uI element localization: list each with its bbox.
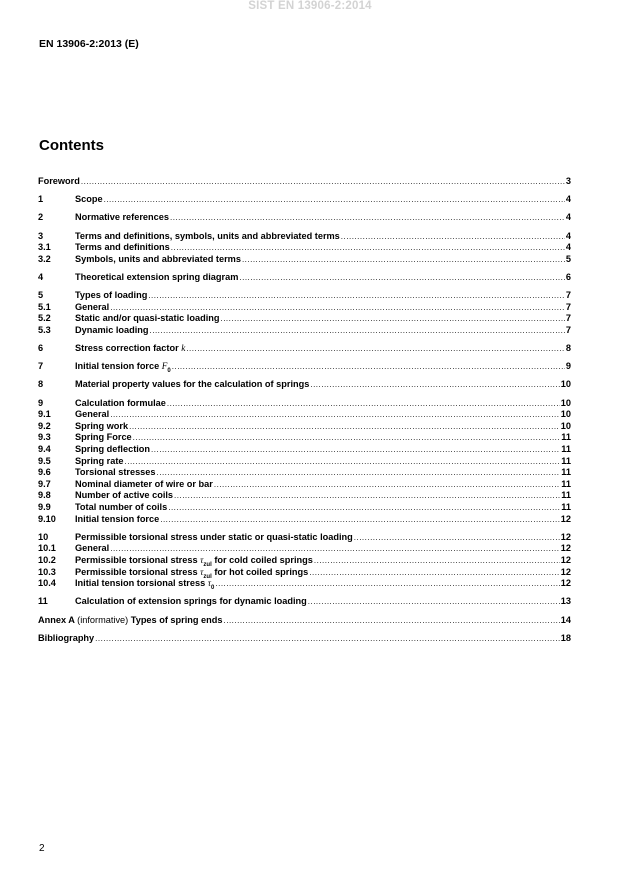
toc-entry-page: 10	[560, 379, 571, 390]
toc-entry-title-text: Torsional stresses	[75, 467, 156, 478]
toc-entry-title	[75, 231, 340, 243]
toc-entry[interactable]	[38, 555, 571, 567]
toc-entry-title	[75, 242, 170, 254]
toc-dot-leader	[125, 456, 561, 468]
toc-entry-title-text: Foreword	[38, 176, 80, 186]
toc-entry-title-text: Annex A	[38, 614, 75, 625]
toc-entry[interactable]	[38, 578, 571, 590]
toc-entry-symbol: k	[181, 343, 186, 354]
toc-entry-title-text: Terms and definitions, symbols, units and abbreviated terms	[75, 230, 340, 241]
toc-entry-number: 10.4	[38, 578, 56, 589]
toc-entry-page: 13	[560, 596, 571, 607]
toc-entry-title	[75, 325, 149, 337]
toc-entry-title	[75, 361, 171, 377]
toc-entry-page: 8	[565, 343, 571, 354]
toc-dot-leader	[239, 272, 565, 284]
toc-entry[interactable]	[38, 242, 571, 254]
toc-entry[interactable]	[38, 456, 571, 468]
toc-entry-title-text: Scope	[75, 194, 103, 205]
toc-entry-page: 7	[565, 324, 571, 335]
toc-entry[interactable]	[38, 421, 571, 433]
toc-entry-symbol-subscript: zul	[203, 561, 212, 568]
toc-entry-title	[75, 444, 150, 456]
toc-entry-title	[75, 343, 185, 355]
toc-dot-leader	[150, 325, 565, 337]
toc-dot-leader	[167, 398, 560, 410]
toc-entry-number: 10.2	[38, 554, 56, 565]
toc-entry-page: 4	[565, 194, 571, 205]
toc-dot-leader	[168, 502, 560, 514]
toc-entry-page: 10	[560, 409, 571, 420]
toc-entry-title	[38, 633, 94, 645]
toc-entry-title-text: Types of loading	[75, 290, 148, 301]
toc-entry-number: 5	[38, 290, 44, 301]
toc-dot-leader	[104, 194, 565, 206]
toc-entry-page: 7	[565, 313, 571, 324]
toc-dot-leader	[215, 578, 559, 590]
toc-entry-title	[75, 290, 147, 302]
toc-entry-number: 8	[38, 379, 44, 390]
toc-entry[interactable]	[38, 212, 571, 224]
toc-entry-number: 9.3	[38, 432, 51, 443]
toc-entry-page: 12	[560, 513, 571, 524]
toc-entry-number: 9.2	[38, 420, 51, 431]
toc-dot-leader	[310, 379, 559, 391]
toc-entry[interactable]	[38, 567, 571, 579]
toc-entry[interactable]	[38, 532, 571, 544]
toc-entry-number: 2	[38, 212, 44, 223]
toc-entry-title	[75, 272, 238, 284]
toc-entry-title-text: Spring deflection	[75, 444, 151, 455]
toc-entry-number: 4	[38, 271, 44, 282]
toc-entry-page: 4	[565, 242, 571, 253]
toc-entry-number: 10	[38, 531, 49, 542]
toc-dot-leader	[110, 302, 565, 314]
toc-entry-title-text: Symbols, units and abbreviated terms	[75, 253, 241, 264]
toc-entry[interactable]	[38, 596, 571, 608]
watermark: SIST EN 13906-2:2014	[248, 0, 372, 12]
toc-entry-title-text: Permissible torsional stress	[75, 566, 198, 577]
toc-dot-leader	[129, 421, 560, 433]
toc-entry-title-text: Number of active coils	[75, 490, 174, 501]
toc-entry[interactable]	[38, 361, 571, 373]
toc-entry[interactable]	[38, 514, 571, 526]
toc-entry-symbol: τ	[207, 578, 212, 589]
toc-entry-symbol: τ	[200, 566, 204, 577]
toc-entry-title-text: Spring work	[75, 420, 129, 431]
toc-entry-page: 11	[561, 490, 571, 501]
toc-entry[interactable]	[38, 254, 571, 266]
toc-entry[interactable]	[38, 432, 571, 444]
toc-entry-number: 10.3	[38, 566, 56, 577]
toc-entry-title	[75, 313, 219, 325]
toc-entry[interactable]	[38, 325, 571, 337]
toc-dot-leader	[224, 615, 560, 627]
toc-entry-number: 5.3	[38, 324, 51, 335]
toc-entry[interactable]	[38, 302, 571, 314]
toc-entry-title	[75, 543, 109, 555]
toc-entry-number: 9.9	[38, 502, 51, 512]
toc-entry-title-text: Bibliography	[38, 632, 95, 643]
toc-entry-symbol-subscript: 0	[211, 584, 215, 591]
toc-entry-page: 11	[561, 455, 571, 466]
toc-dot-leader	[95, 633, 560, 645]
toc-entry-symbol: F	[161, 361, 168, 372]
toc-entry-page: 12	[560, 531, 571, 542]
toc-entry[interactable]	[38, 343, 571, 355]
toc-entry-number: 10.1	[38, 543, 56, 554]
toc-entry-title-text: Spring Force	[75, 432, 132, 443]
toc-entry-symbol-subscript: 0	[167, 368, 171, 375]
toc-entry-title	[75, 398, 166, 410]
toc-entry-title-text: Stress correction factor	[75, 343, 179, 354]
toc-entry[interactable]	[38, 633, 571, 645]
toc-dot-leader	[220, 313, 564, 325]
toc-dot-leader	[172, 361, 565, 373]
toc-entry-title-text: Terms and definitions	[75, 242, 170, 253]
toc-entry-page: 11	[561, 467, 571, 478]
toc-entry[interactable]	[38, 290, 571, 302]
toc-dot-leader	[308, 596, 560, 608]
toc-entry-symbol-subscript: zul	[203, 573, 212, 580]
toc-entry[interactable]	[38, 313, 571, 325]
toc-dot-leader	[151, 444, 560, 456]
toc-dot-leader	[170, 212, 565, 224]
toc-entry-title	[75, 502, 167, 514]
toc-entry-title	[75, 532, 353, 544]
toc-entry-page: 12	[560, 554, 571, 565]
toc-entry-number: 3	[38, 230, 44, 241]
toc-dot-leader	[110, 543, 560, 555]
toc-entry-number: 5.1	[38, 301, 51, 312]
toc-entry-title-text: Material property values for the calculation of springs	[75, 379, 310, 390]
document-id: EN 13906-2:2013 (E)	[39, 38, 139, 50]
toc-entry-page: 9	[565, 361, 571, 372]
toc-entry-title-text: Spring rate	[75, 455, 124, 466]
toc-entry-page: 4	[565, 212, 571, 223]
toc-entry[interactable]	[38, 194, 571, 206]
toc-entry-number: 1	[38, 194, 44, 205]
toc-dot-leader	[171, 242, 565, 254]
toc-entry-title-text: Calculation formulae	[75, 397, 166, 408]
toc-entry-title	[75, 490, 173, 502]
toc-entry-number: 6	[38, 343, 44, 354]
toc-entry-title	[75, 194, 103, 206]
toc-entry-page: 3	[565, 176, 571, 186]
toc-dot-leader	[133, 432, 561, 444]
toc-entry-page: 6	[565, 271, 571, 282]
toc-entry-symbol: τ	[200, 554, 204, 565]
toc-entry-number: 9.7	[38, 478, 51, 489]
toc-entry-title	[75, 432, 132, 444]
toc-dot-leader	[242, 254, 565, 266]
toc-entry-number: 3.1	[38, 242, 51, 253]
toc-entry-page: 12	[560, 543, 571, 554]
toc-entry-annex-type: (informative)	[77, 614, 129, 625]
toc-entry-title	[38, 615, 223, 627]
page-number: 2	[39, 843, 45, 854]
toc-dot-leader	[148, 290, 565, 302]
toc-entry[interactable]	[38, 379, 571, 391]
toc-entry-page: 11	[561, 432, 571, 443]
toc-entry[interactable]	[38, 615, 571, 627]
toc-entry[interactable]	[38, 467, 571, 479]
toc-entry-title-text: Calculation of extension springs for dynamic loading	[75, 596, 307, 607]
toc-dot-leader	[309, 567, 560, 579]
toc-entry-title	[75, 578, 214, 594]
toc-entry-title	[75, 379, 309, 391]
toc-entry-title	[75, 514, 159, 526]
toc-entry-number: 9.6	[38, 467, 51, 478]
toc-entry-title-text: Nominal diameter of wire or bar	[75, 478, 213, 489]
toc-entry-number: 11	[38, 596, 48, 607]
toc-entry-number: 9.4	[38, 444, 51, 455]
toc-entry-title	[75, 212, 169, 224]
toc-entry-title-text: Static and/or quasi-static loading	[75, 313, 220, 324]
toc-entry-page: 7	[565, 290, 571, 301]
toc-dot-leader	[81, 176, 565, 188]
toc-entry-number: 9.8	[38, 490, 51, 501]
toc-entry[interactable]	[38, 231, 571, 243]
toc-dot-leader	[354, 532, 560, 544]
toc-entry-page: 12	[560, 566, 571, 577]
toc-entry[interactable]	[38, 479, 571, 491]
toc-entry-page: 14	[560, 614, 571, 625]
toc-dot-leader	[214, 479, 560, 491]
toc-entry-title-text: Normative references	[75, 212, 169, 223]
toc-entry-title-text: Initial tension force	[75, 361, 160, 372]
toc-entry-title-suffix: for hot coiled springs	[214, 566, 309, 577]
toc-entry-page: 18	[560, 632, 571, 643]
toc-entry-title	[75, 421, 128, 433]
toc-entry-number: 9.10	[38, 513, 56, 524]
toc-entry-title-text: Permissible torsional stress	[75, 554, 198, 565]
toc-dot-leader	[157, 467, 561, 479]
toc-entry-number: 9	[38, 397, 44, 408]
toc-entry[interactable]	[38, 398, 571, 410]
toc-entry-title	[75, 479, 213, 491]
toc-entry-page: 12	[560, 578, 571, 589]
toc-entry-page: 10	[560, 397, 571, 408]
toc-entry[interactable]	[38, 444, 571, 456]
toc-dot-leader	[160, 514, 560, 526]
toc-entry-title-text: Dynamic loading	[75, 324, 149, 335]
toc-dot-leader	[186, 343, 565, 355]
toc-dot-leader	[314, 555, 560, 567]
table-of-contents	[38, 176, 571, 644]
toc-entry[interactable]	[38, 490, 571, 502]
page-title: Contents	[39, 137, 104, 154]
toc-entry-title-text: General	[75, 301, 110, 312]
toc-entry-title	[75, 456, 124, 468]
toc-dot-leader	[341, 231, 565, 243]
toc-entry-page: 11	[561, 444, 571, 455]
toc-entry-number: 7	[38, 361, 44, 372]
toc-entry-number: 9.5	[38, 455, 51, 466]
toc-dot-leader	[174, 490, 560, 502]
toc-entry-title-text: Theoretical extension spring diagram	[75, 271, 239, 282]
toc-entry-title-text: Permissible torsional stress under static or quasi-static loading	[75, 531, 353, 542]
toc-dot-leader	[110, 409, 560, 421]
toc-entry-number: 5.2	[38, 313, 51, 324]
toc-entry[interactable]	[38, 409, 571, 421]
toc-entry-title-text: General	[75, 543, 110, 554]
toc-entry[interactable]	[38, 502, 571, 514]
toc-entry-title	[75, 596, 307, 608]
toc-entry-page: 5	[565, 253, 571, 264]
toc-entry-title-text: Initial tension torsional stress	[75, 578, 206, 589]
toc-entry-page: 11	[561, 478, 571, 489]
toc-entry-title	[38, 176, 80, 188]
toc-entry[interactable]	[38, 176, 571, 188]
toc-entry-title	[75, 302, 109, 314]
toc-entry-page: 10	[560, 420, 571, 431]
toc-entry-title	[75, 467, 156, 479]
toc-entry-title-text: General	[75, 409, 110, 420]
toc-entry-number: 3.2	[38, 253, 51, 264]
toc-entry-page: 7	[565, 301, 571, 312]
toc-entry-page: 11	[561, 502, 571, 512]
toc-entry-title	[75, 409, 109, 421]
toc-entry-title	[75, 254, 241, 266]
toc-entry-title-text: Total number of coils	[75, 502, 168, 512]
toc-entry-title-suffix: Types of spring ends	[130, 614, 223, 625]
toc-entry[interactable]	[38, 543, 571, 555]
toc-entry-page: 4	[565, 230, 571, 241]
toc-entry-title-text: Initial tension force	[75, 513, 160, 524]
toc-entry-title-suffix: for cold coiled springs	[214, 554, 313, 565]
toc-entry[interactable]	[38, 272, 571, 284]
toc-entry-number: 9.1	[38, 409, 51, 420]
